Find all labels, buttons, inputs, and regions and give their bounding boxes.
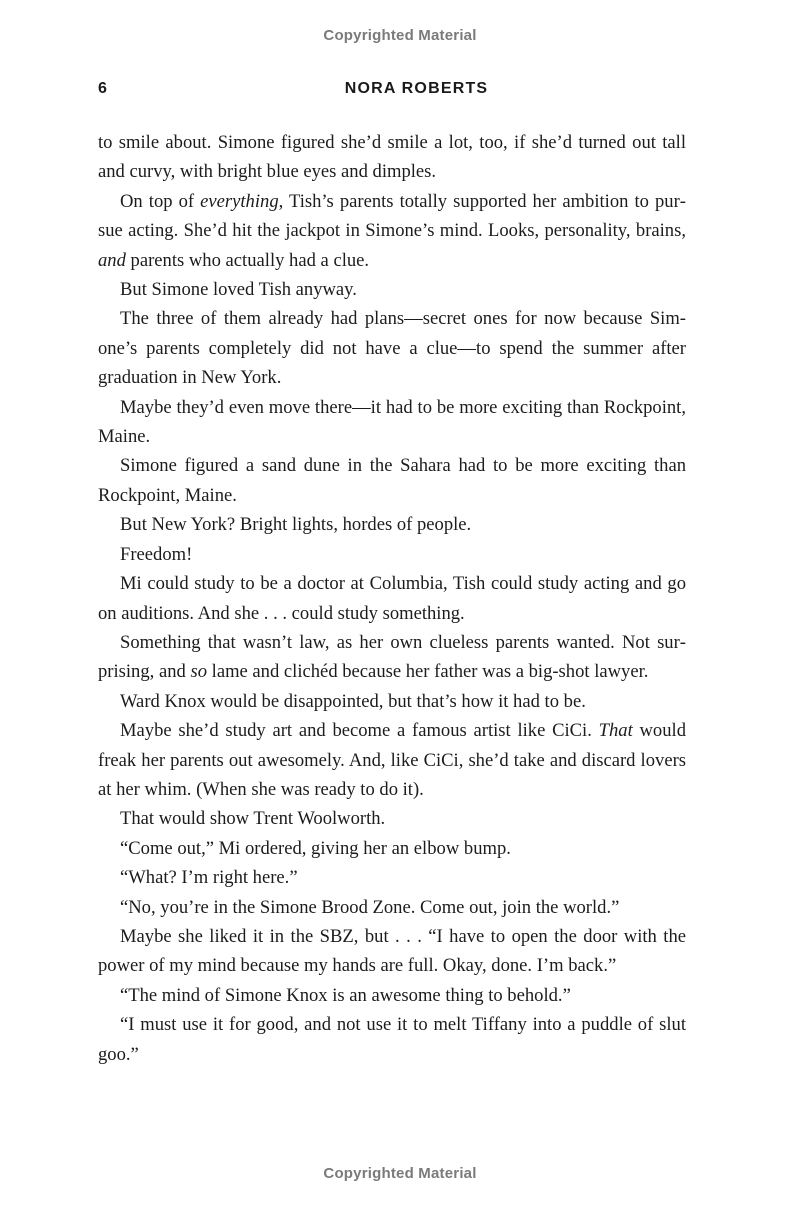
paragraph xyxy=(98,393,686,452)
author-name: NORA ROBERTS xyxy=(344,80,489,97)
text-run: Freedom! xyxy=(120,543,193,565)
copyright-watermark-top: Copyrighted Material xyxy=(323,27,477,44)
text-run: The three of them already had plans—secret ones for now because Simone’s parents completely did not have a clue—to spend the summer after graduation in New York. xyxy=(98,308,686,389)
paragraph xyxy=(98,451,686,510)
italic-text: and xyxy=(98,249,126,271)
text-run: to smile about. Simone figured she’d smile a lot, too, if she’d turned out tall and curvy, with bright blue eyes and dimples. xyxy=(98,132,686,183)
page-number: 6 xyxy=(98,80,107,97)
paragraph xyxy=(98,569,686,628)
paragraph xyxy=(98,834,686,863)
italic-text: That xyxy=(598,720,633,742)
text-run: “What? I’m right here.” xyxy=(120,867,298,889)
italic-text: so xyxy=(190,661,207,683)
paragraph xyxy=(98,275,686,304)
paragraph xyxy=(98,863,686,892)
text-run: would freak her parents out awesomely. And, like CiCi, she’d take and discard lovers at her whim. (When she was ready to do it). xyxy=(98,720,686,800)
paragraph xyxy=(98,187,686,275)
running-head xyxy=(98,80,687,102)
paragraph xyxy=(98,716,686,804)
text-run: Mi could study to be a doctor at Columbia, Tish could study acting and go on auditions. And she . . . could study something. xyxy=(98,573,686,624)
italic-text: everything xyxy=(200,190,279,212)
text-run: lame and clichéd because her father was a big-shot lawyer. xyxy=(207,661,649,683)
paragraph xyxy=(98,1010,686,1069)
text-run: But New York? Bright lights, hordes of people. xyxy=(120,514,472,536)
text-run: Maybe they’d even move there—it had to be more exciting than Rockpoint, Maine. xyxy=(98,396,686,448)
text-run: “The mind of Simone Knox is an awesome thing to behold.” xyxy=(120,984,571,1006)
text-run: Maybe she’d study art and become a famous artist like CiCi. xyxy=(120,720,599,742)
text-run: On top of xyxy=(120,190,201,212)
text-run: “No, you’re in the Simone Brood Zone. Come out, join the world.” xyxy=(120,896,620,918)
paragraph xyxy=(98,981,686,1010)
text-run: Simone figured a sand dune in the Sahara had to be more exciting than Rockpoint, Maine. xyxy=(98,455,686,506)
text-run: That would show Trent Woolworth. xyxy=(120,808,386,830)
copyright-watermark-bottom: Copyrighted Material xyxy=(323,1165,477,1182)
paragraph xyxy=(98,922,686,981)
text-run: “Come out,” Mi ordered, giving her an elbow bump. xyxy=(120,837,511,859)
text-run: Maybe she liked it in the SBZ, but . . . “I have to open the door with the power of my mind because my hands are full. Okay, done. I’m back.” xyxy=(98,925,686,977)
body-text xyxy=(98,128,686,1069)
text-run: Ward Knox would be disappointed, but that’s how it had to be. xyxy=(120,690,586,712)
text-run: But Simone loved Tish anyway. xyxy=(120,279,357,301)
text-run: Something that wasn’t law, as her own clueless parents wanted. Not surprising, and xyxy=(98,631,686,683)
paragraph xyxy=(98,304,686,392)
paragraph xyxy=(98,510,686,539)
text-run: “I must use it for good, and not use it to melt Tiffany into a puddle of slut goo.” xyxy=(98,1014,686,1065)
paragraph xyxy=(98,628,686,687)
text-run: parents who actually had a clue. xyxy=(125,249,370,271)
paragraph xyxy=(98,128,686,187)
paragraph xyxy=(98,687,686,716)
paragraph xyxy=(98,540,686,569)
text-run: , Tish’s parents totally supported her ambition to pursue acting. She’d hit the jackpot in Simone’s mind. Looks, personality, brains, xyxy=(98,190,686,242)
paragraph xyxy=(98,893,686,922)
paragraph xyxy=(98,804,686,833)
